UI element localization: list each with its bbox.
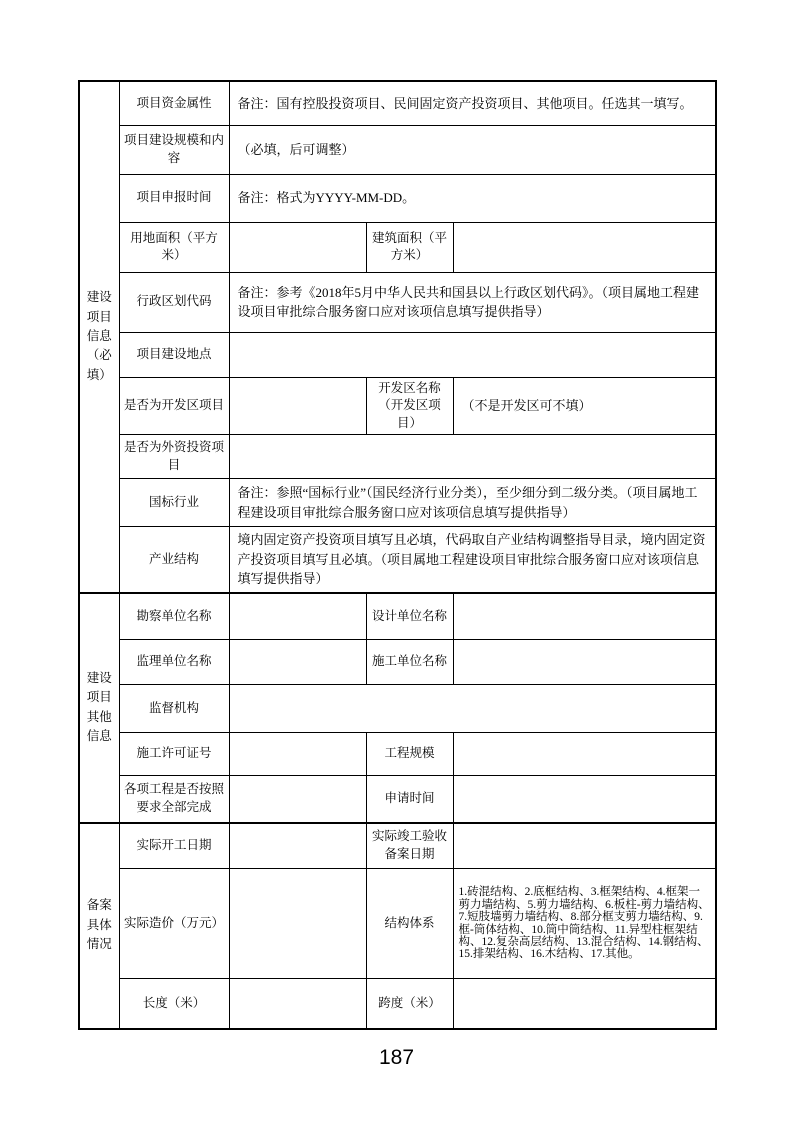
section-group-label-other-info: 建设项目其他信息 [79, 593, 119, 823]
table-row [79, 81, 716, 125]
field-label: 工程规模 [366, 733, 453, 776]
field-label: 各项工程是否按照要求全部完成 [119, 776, 229, 823]
field-label: 长度（米） [119, 979, 229, 1029]
value-cell [229, 733, 366, 776]
remark-cell: 备注：格式为YYYY-MM-DD。 [229, 174, 716, 222]
value-cell [229, 869, 366, 979]
value-cell [229, 823, 366, 869]
page-number: 187 [378, 1046, 415, 1069]
value-cell [229, 222, 366, 272]
value-cell [229, 593, 366, 640]
value-cell [453, 640, 716, 685]
table-row [79, 593, 716, 640]
value-cell [229, 640, 366, 685]
table-row [79, 377, 716, 435]
field-label: 是否为外资投资项目 [119, 435, 229, 479]
field-label: 用地面积（平方米） [119, 222, 229, 272]
project-filing-form-table [78, 80, 717, 1030]
remark-cell: 备注：参照“国标行业”（国民经济行业分类），至少细分到二级分类。（项目属地工程建设项目审批综合服务窗口应对该项信息填写提供指导） [229, 479, 716, 527]
field-label: 施工单位名称 [366, 640, 453, 685]
field-label: 实际造价（万元） [119, 869, 229, 979]
table-row [79, 823, 716, 869]
field-label: 建筑面积（平方米） [366, 222, 453, 272]
field-label: 监督机构 [119, 685, 229, 733]
field-label: 是否为开发区项目 [119, 377, 229, 435]
value-cell [453, 823, 716, 869]
field-label: 勘察单位名称 [119, 593, 229, 640]
section-group-label-filing-details: 备案具体情况 [79, 823, 119, 1029]
structure-system-options-cell: 1.砖混结构、2.底框结构、3.框架结构、4.框架一剪力墙结构、5.剪力墙结构、6.板柱-剪力墙结构、7.短肢墙剪力墙结构、8.部分框支剪力墙结构、9.框-筒体结构、10.筒中筒结构、11.异型柱框架结构、12.复杂高层结构、13.混合结构、14.钢结构、15.排架结构、16.木结构、17.其他。 [453, 869, 716, 979]
field-label: 开发区名称（开发区项目） [366, 377, 453, 435]
table-row [79, 979, 716, 1029]
table-row [79, 435, 716, 479]
field-label: 监理单位名称 [119, 640, 229, 685]
field-label: 实际开工日期 [119, 823, 229, 869]
remark-cell: 备注：参考《2018年5月中华人民共和国县以上行政区划代码》。（项目属地工程建设项目审批综合服务窗口应对该项信息填写提供指导） [229, 272, 716, 332]
table-row [79, 776, 716, 823]
value-cell [453, 776, 716, 823]
value-cell [453, 593, 716, 640]
remark-cell: 备注：国有控股投资项目、民间固定资产投资项目、其他项目。任选其一填写。 [229, 81, 716, 125]
value-cell [229, 979, 366, 1029]
remark-cell: 境内固定资产投资项目填写且必填，代码取自产业结构调整指导目录，境内固定资产投资项目填写且必填。（项目属地工程建设项目审批综合服务窗口应对该项信息填写提供指导） [229, 527, 716, 593]
field-label: 项目建设规模和内容 [119, 125, 229, 174]
value-cell [453, 222, 716, 272]
table-row [79, 869, 716, 979]
field-label: 项目申报时间 [119, 174, 229, 222]
table-row [79, 685, 716, 733]
value-cell [229, 776, 366, 823]
table-row [79, 174, 716, 222]
table-row [79, 332, 716, 377]
field-label: 跨度（米） [366, 979, 453, 1029]
value-cell [453, 733, 716, 776]
table-row [79, 479, 716, 527]
value-cell [453, 979, 716, 1029]
value-cell [229, 332, 716, 377]
section-group-label-project-info: 建设项目信息（必填） [79, 81, 119, 593]
value-cell [229, 685, 716, 733]
field-label: 产业结构 [119, 527, 229, 593]
table-row [79, 527, 716, 593]
field-label: 结构体系 [366, 869, 453, 979]
field-label: 项目资金属性 [119, 81, 229, 125]
remark-cell: （必填，后可调整） [229, 125, 716, 174]
field-label: 施工许可证号 [119, 733, 229, 776]
table-row [79, 733, 716, 776]
value-cell [229, 435, 716, 479]
value-cell [229, 377, 366, 435]
field-label: 设计单位名称 [366, 593, 453, 640]
field-label: 国标行业 [119, 479, 229, 527]
table-row [79, 125, 716, 174]
table-row [79, 222, 716, 272]
table-row [79, 640, 716, 685]
field-label: 申请时间 [366, 776, 453, 823]
field-label: 行政区划代码 [119, 272, 229, 332]
field-label: 实际竣工验收备案日期 [366, 823, 453, 869]
field-label: 项目建设地点 [119, 332, 229, 377]
value-cell: （不是开发区可不填） [453, 377, 716, 435]
table-row [79, 272, 716, 332]
